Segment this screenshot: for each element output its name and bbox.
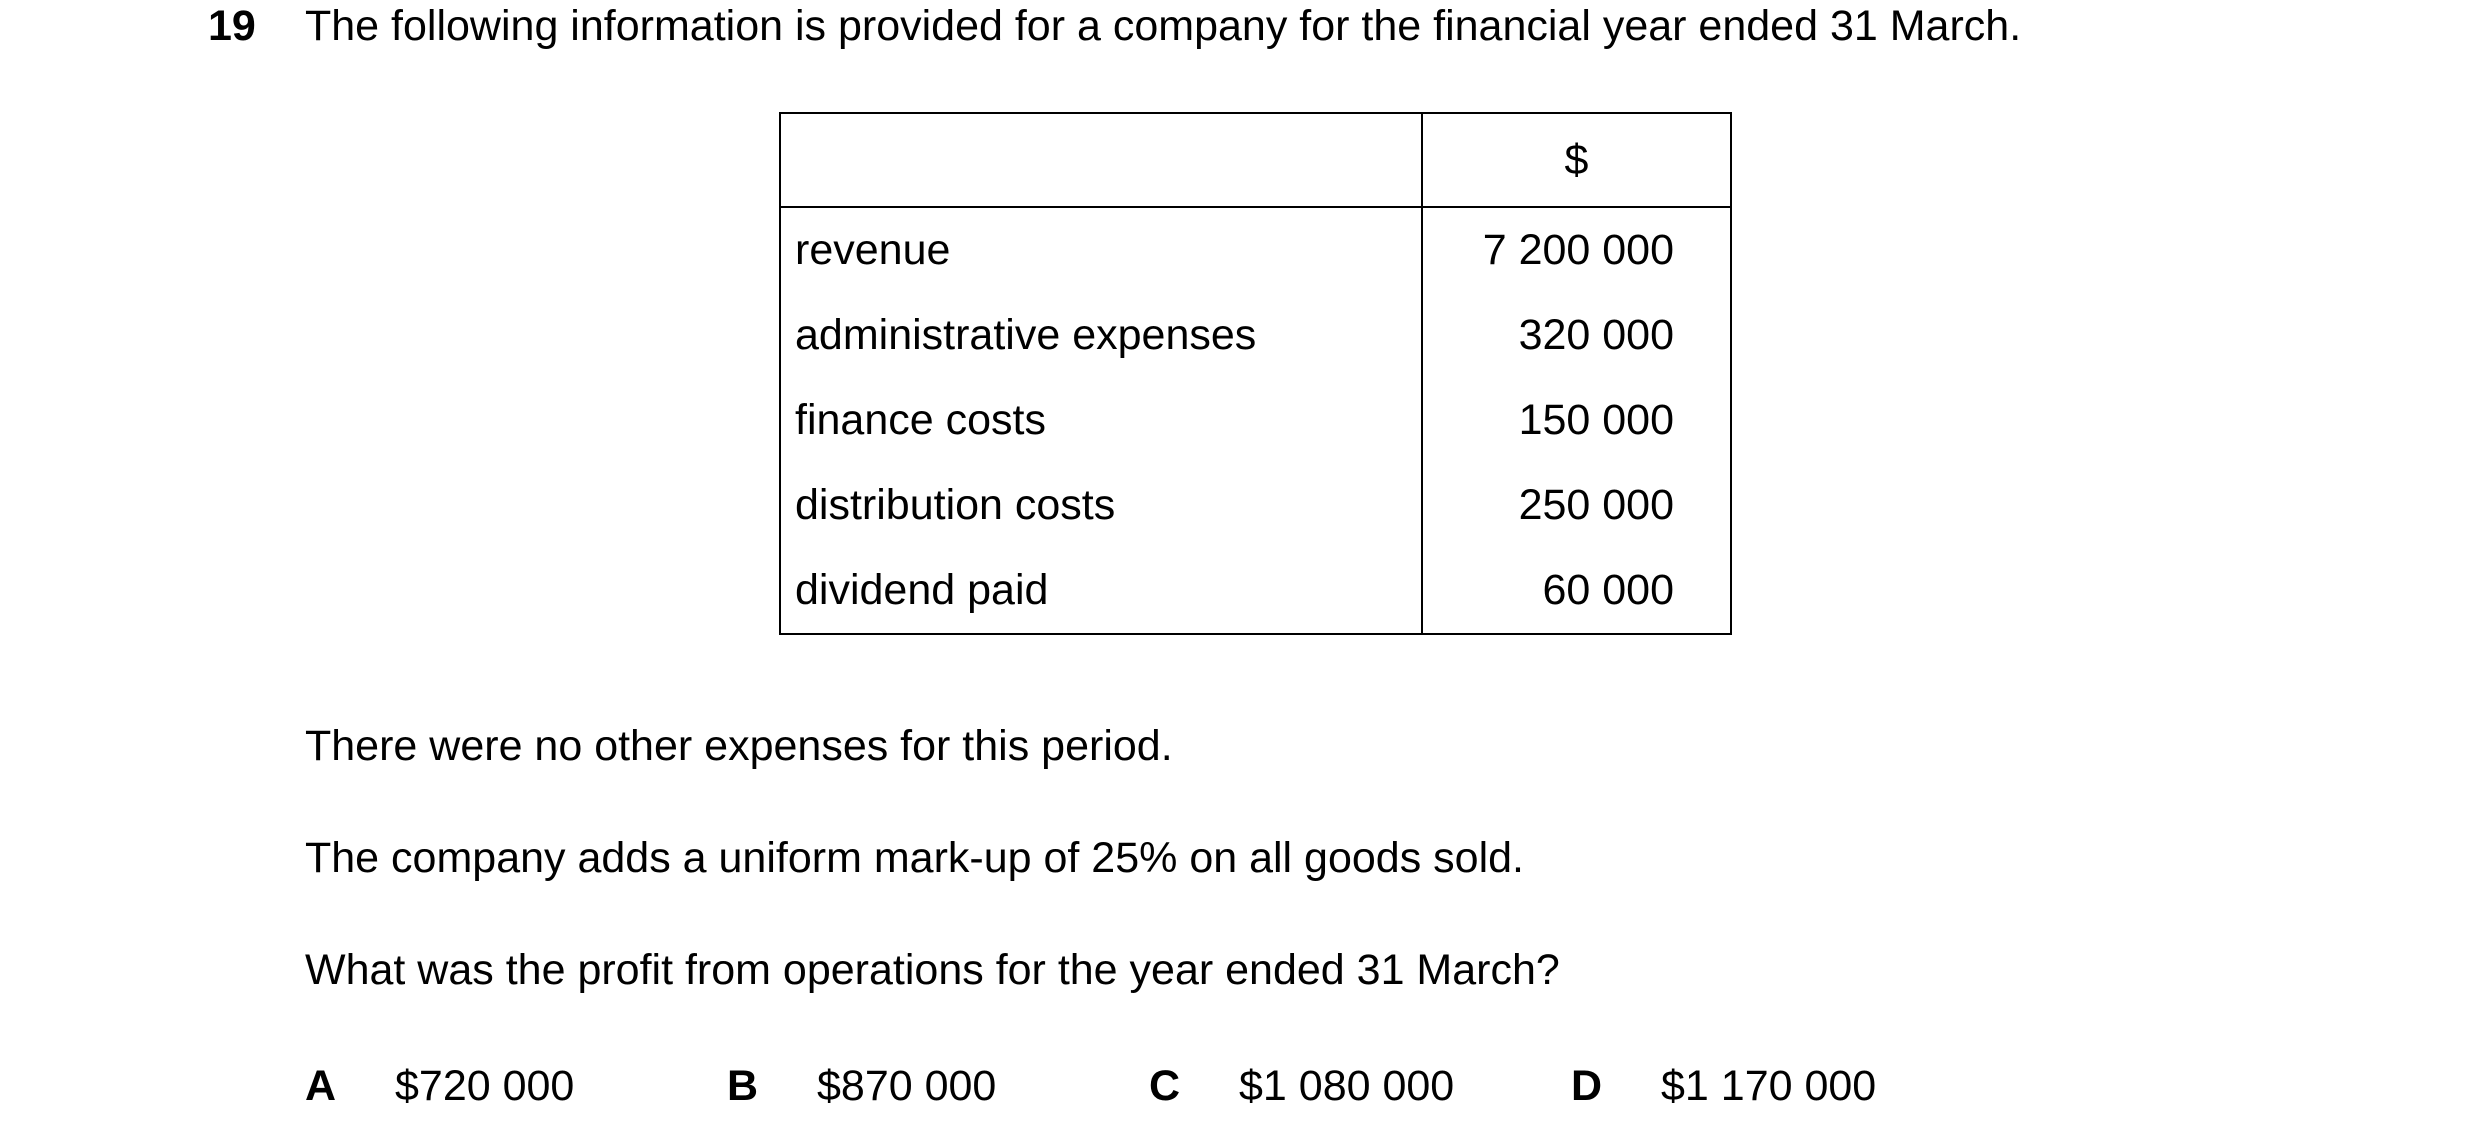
- row-amount: 320 000: [1422, 293, 1731, 378]
- option-text: $1 080 000: [1239, 1062, 1455, 1110]
- option-letter: A: [305, 1062, 337, 1110]
- option-letter: D: [1571, 1062, 1603, 1110]
- note-no-other-expenses: There were no other expenses for this period.: [305, 722, 1173, 770]
- financial-data-table: [779, 112, 1732, 635]
- table-row: [780, 207, 1731, 293]
- table-row: [780, 548, 1731, 634]
- table-row: [780, 293, 1731, 378]
- table-row: [780, 378, 1731, 463]
- row-amount: 60 000: [1422, 548, 1731, 634]
- row-label: finance costs: [780, 378, 1422, 463]
- table-header-label: [780, 113, 1422, 207]
- question-prompt: What was the profit from operations for the year ended 31 March?: [305, 946, 1560, 994]
- table-row: [780, 463, 1731, 548]
- option-text: $720 000: [395, 1062, 575, 1110]
- row-label: administrative expenses: [780, 293, 1422, 378]
- row-label: distribution costs: [780, 463, 1422, 548]
- table-header-row: [780, 113, 1731, 207]
- row-amount: 7 200 000: [1422, 207, 1731, 293]
- option-b[interactable]: [727, 1060, 996, 1112]
- option-d[interactable]: [1571, 1060, 1876, 1112]
- row-label: dividend paid: [780, 548, 1422, 634]
- row-amount: 150 000: [1422, 378, 1731, 463]
- question-number: 19: [208, 2, 256, 50]
- row-label: revenue: [780, 207, 1422, 293]
- option-letter: B: [727, 1062, 759, 1110]
- option-a[interactable]: [305, 1060, 574, 1112]
- option-c[interactable]: [1149, 1060, 1454, 1112]
- note-markup: The company adds a uniform mark-up of 25% on all goods sold.: [305, 834, 1524, 882]
- row-amount: 250 000: [1422, 463, 1731, 548]
- option-text: $1 170 000: [1661, 1062, 1877, 1110]
- table-header-currency: $: [1422, 113, 1731, 207]
- option-text: $870 000: [817, 1062, 997, 1110]
- question-stem: The following information is provided for a company for the financial year ended 31 March.: [305, 2, 2022, 50]
- option-letter: C: [1149, 1062, 1181, 1110]
